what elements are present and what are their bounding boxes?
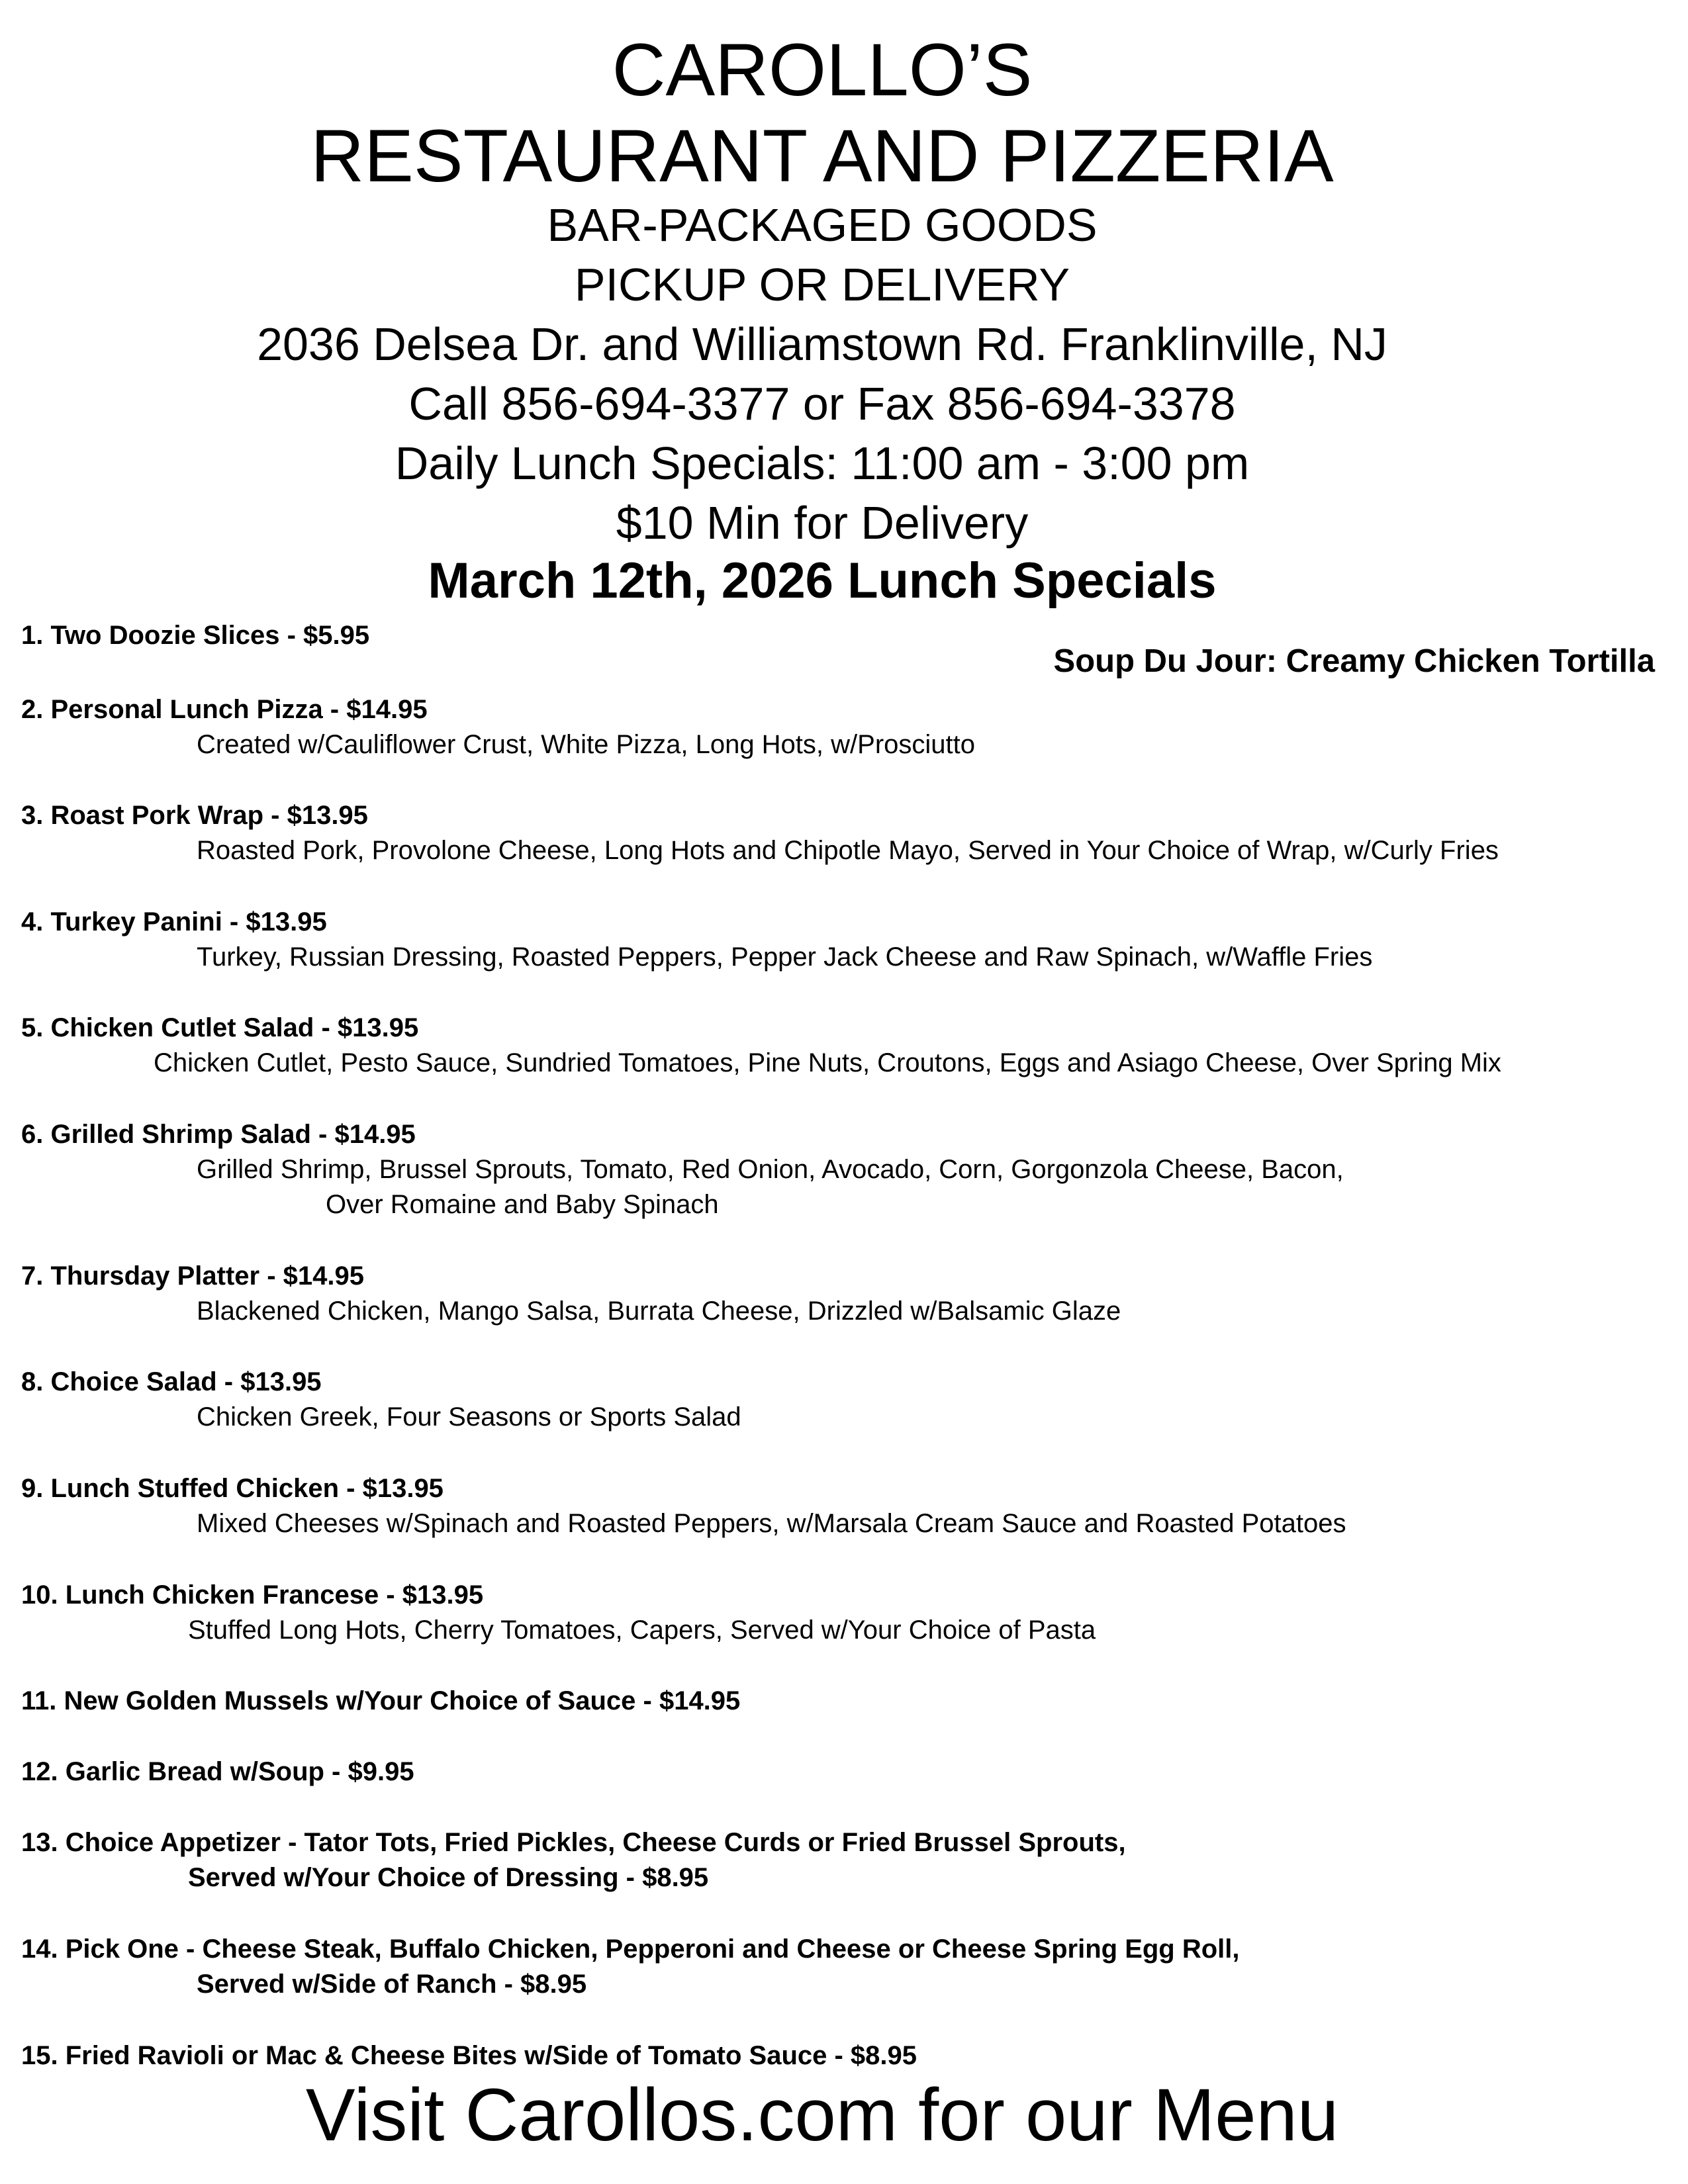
menu-item-title: 2. Personal Lunch Pizza - $14.95 bbox=[21, 695, 428, 724]
menu-item-description: Turkey, Russian Dressing, Roasted Peppers, Pepper Jack Cheese and Raw Spinach, w/Waffle Fries bbox=[197, 942, 1373, 972]
specials-title: March 12th, 2026 Lunch Specials bbox=[428, 553, 1217, 609]
restaurant-type: RESTAURANT AND PIZZERIA bbox=[310, 114, 1334, 197]
address: 2036 Delsea Dr. and Williamstown Rd. Franklinville, NJ bbox=[257, 318, 1387, 370]
menu-item-description: Blackened Chicken, Mango Salsa, Burrata Cheese, Drizzled w/Balsamic Glaze bbox=[197, 1297, 1121, 1326]
menu-item-description: Served w/Your Choice of Dressing - $8.95 bbox=[188, 1863, 709, 1892]
service-line-1: BAR-PACKAGED GOODS bbox=[547, 199, 1098, 251]
menu-item-title: 4. Turkey Panini - $13.95 bbox=[21, 907, 327, 936]
lunch-hours: Daily Lunch Specials: 11:00 am - 3:00 pm bbox=[395, 437, 1250, 489]
menu-item-description: Chicken Cutlet, Pesto Sauce, Sundried Tomatoes, Pine Nuts, Croutons, Eggs and Asiago Cheese, Over Spring Mix bbox=[154, 1048, 1501, 1077]
menu-item-title: 12. Garlic Bread w/Soup - $9.95 bbox=[21, 1757, 414, 1786]
menu-item-description: Mixed Cheeses w/Spinach and Roasted Peppers, w/Marsala Cream Sauce and Roasted Potatoes bbox=[197, 1509, 1346, 1538]
delivery-minimum: $10 Min for Delivery bbox=[616, 497, 1029, 549]
restaurant-name: CAROLLO’S bbox=[612, 28, 1033, 111]
menu-item-title: 9. Lunch Stuffed Chicken - $13.95 bbox=[21, 1474, 444, 1503]
menu-item-description: Over Romaine and Baby Spinach bbox=[326, 1190, 719, 1219]
menu-item-title: 3. Roast Pork Wrap - $13.95 bbox=[21, 801, 368, 830]
menu-item-title: 14. Pick One - Cheese Steak, Buffalo Chicken, Pepperoni and Cheese or Cheese Spring Egg Roll, bbox=[21, 1934, 1240, 1964]
menu-item-title: 11. New Golden Mussels w/Your Choice of Sauce - $14.95 bbox=[21, 1686, 741, 1715]
menu-item-title: 10. Lunch Chicken Francese - $13.95 bbox=[21, 1580, 484, 1610]
menu-item-title: 13. Choice Appetizer - Tator Tots, Fried Pickles, Cheese Curds or Fried Brussel Sprouts, bbox=[21, 1828, 1126, 1857]
menu-item-description: Served w/Side of Ranch - $8.95 bbox=[197, 1970, 587, 1999]
menu-item-description: Grilled Shrimp, Brussel Sprouts, Tomato, Red Onion, Avocado, Corn, Gorgonzola Cheese, Bacon, bbox=[197, 1155, 1344, 1184]
menu-item-title: 1. Two Doozie Slices - $5.95 bbox=[21, 621, 370, 650]
menu-item-description: Stuffed Long Hots, Cherry Tomatoes, Capers, Served w/Your Choice of Pasta bbox=[188, 1615, 1096, 1645]
menu-item-title: 7. Thursday Platter - $14.95 bbox=[21, 1261, 365, 1291]
phone-fax: Call 856-694-3377 or Fax 856-694-3378 bbox=[408, 378, 1236, 430]
menu-item-title: 8. Choice Salad - $13.95 bbox=[21, 1367, 322, 1396]
website-footer: Visit Carollos.com for our Menu bbox=[305, 2073, 1339, 2156]
menu-item-title: 5. Chicken Cutlet Salad - $13.95 bbox=[21, 1013, 419, 1042]
menu-item-description: Chicken Greek, Four Seasons or Sports Salad bbox=[197, 1402, 741, 1432]
service-line-2: PICKUP OR DELIVERY bbox=[574, 259, 1070, 310]
menu-item-description: Created w/Cauliflower Crust, White Pizza, Long Hots, w/Prosciutto bbox=[197, 730, 975, 759]
menu-item-description: Roasted Pork, Provolone Cheese, Long Hots and Chipotle Mayo, Served in Your Choice of Wrap, w/Curly Fries bbox=[197, 836, 1499, 865]
soup-du-jour: Soup Du Jour: Creamy Chicken Tortilla bbox=[1053, 643, 1655, 679]
menu-item-title: 15. Fried Ravioli or Mac & Cheese Bites w/Side of Tomato Sauce - $8.95 bbox=[21, 2041, 917, 2070]
menu-item-title: 6. Grilled Shrimp Salad - $14.95 bbox=[21, 1120, 416, 1149]
